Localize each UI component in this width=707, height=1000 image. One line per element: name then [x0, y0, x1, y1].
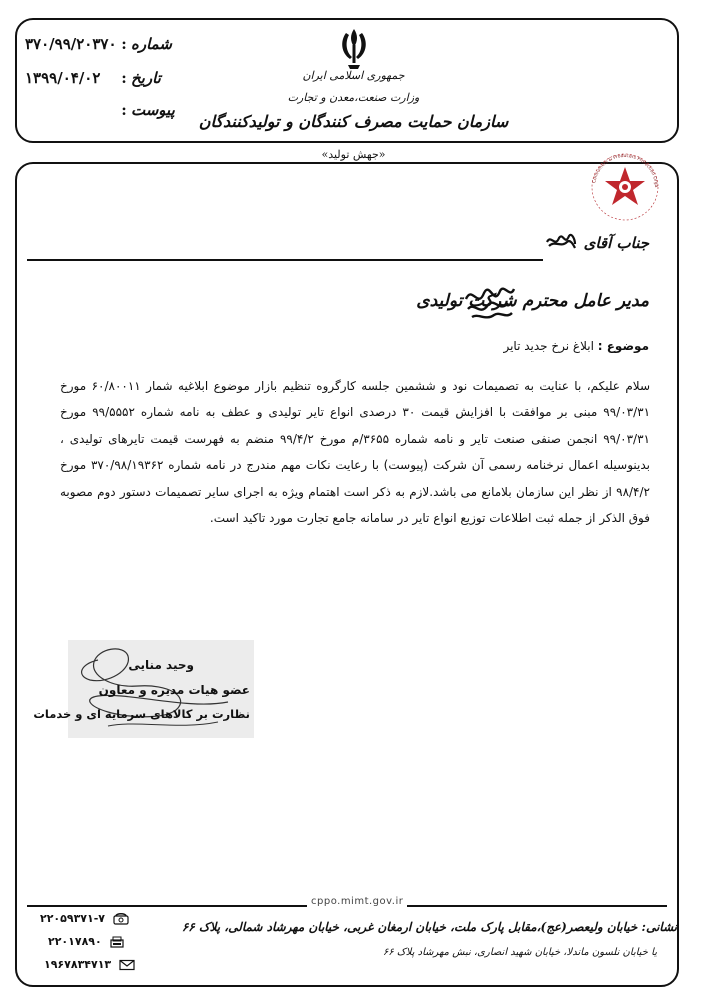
letter-date-colon: : — [121, 69, 127, 87]
fax-icon — [110, 936, 124, 948]
letter-number-label: شماره — [131, 35, 172, 53]
country-name: جمهوری اسلامی ایران — [302, 69, 405, 82]
letter-date-label: تاریخ — [131, 69, 161, 87]
slogan: «جهش تولید» — [321, 148, 386, 161]
letter-number-row — [25, 35, 172, 53]
redaction-scribble-icon — [462, 279, 518, 325]
phone-number: ۲۲۰۵۹۳۷۱-۷ — [40, 912, 105, 925]
logo-caption: Consumers & Producers Protection Orga — [592, 153, 659, 188]
recipient-underline — [27, 259, 543, 261]
subject-label: موضوع : — [597, 339, 649, 353]
subject-line — [503, 339, 649, 353]
fax-row — [48, 935, 124, 948]
subject-text: ابلاغ نرخ جدید تایر — [503, 339, 594, 353]
letter-attachment-label: پیوست — [131, 101, 175, 119]
recipient-title: مدیر عامل محترم شرکت تولیدی — [416, 291, 649, 311]
letter-frame — [15, 162, 679, 987]
iran-emblem-icon — [334, 25, 374, 71]
recipient-salutation: جناب آقای — [583, 234, 649, 252]
signer-title-2: نظارت بر کالاهای سرمایه ای و خدمات — [33, 707, 250, 721]
postal-row — [44, 958, 135, 971]
signature-block — [33, 640, 254, 738]
address-line-1: نشانی: خیابان ولیعصر(عج)،مقابل پارک ملت، خیابان ارمغان غربی، خیابان مهرشاد شمالی، پلاک ۶۶ — [181, 920, 677, 934]
signer-name: وحید منایی — [128, 658, 194, 672]
phone-icon — [113, 913, 129, 925]
postal-code: ۱۹۶۷۸۳۴۷۱۳ — [44, 958, 112, 971]
phone-row — [40, 912, 129, 925]
mail-icon — [119, 959, 135, 971]
website-text: cppo.mimt.gov.ir — [307, 896, 407, 907]
cppo-logo-icon — [585, 145, 665, 225]
letter-attachment-colon: : — [121, 101, 127, 119]
address-line-2: یا خیابان نلسون ماندلا، خیابان شهید انصاری، نبش مهرشاد پلاک ۶۶ — [382, 947, 657, 958]
redaction-scribble-icon — [545, 230, 577, 252]
fax-number: ۲۲۰۱۷۸۹۰ — [48, 935, 102, 948]
signer-title-1: عضو هیات مدیره و معاون — [98, 683, 250, 697]
letter-number-colon: : — [121, 35, 127, 53]
letter-date-value: ۱۳۹۹/۰۴/۰۲ — [25, 69, 101, 87]
letter-number-value: ۳۷۰/۹۹/۲۰۳۷۰ — [25, 35, 117, 53]
ministry-name: وزارت صنعت،معدن و تجارت — [287, 91, 420, 104]
organization-name: سازمان حمایت مصرف کنندگان و تولیدکنندگان — [198, 112, 509, 131]
letter-body: سلام علیکم، با عنایت به تصمیمات نود و ششمین جلسه کارگروه تنظیم بازار موضوع ابلاغیه شمار ۶۰/۸۰۰۱۱ مورخ ۹۹/۰۳/۳۱ مبنی بر موافقت با افزایش قیمت ۳۰ درصدی انواع تایر تولیدی و عطف به نامه شماره ۹۹/۵۵۵۲ مورخ ۹۹/۰۳/۳۱ انجمن صنفی صنعت تایر و نامه شماره ۳۶۵۵/م مورخ ۹۹/۴/۲ منضم به فهرست قیمت تایرهای تولیدی ، بدینوسیله اعمال نرخنامه رسمی آن شرکت (پیوست) با رعایت نکات مهم مندرج در نامه شماره ۳۷۰/۹۸/۱۹۳۶۲ مورخ ۹۸/۴/۲ از نظر این سازمان بلامانع می باشد.لازم به ذکر است اهتمام ویژه به اجرای سایر تصمیمات دستور دوم مصوبه فوق الذکر از جمله ثبت اطلاعات توزیع انواع تایر در سامانه جامع تجارت مورد تاکید است. — [60, 379, 651, 526]
